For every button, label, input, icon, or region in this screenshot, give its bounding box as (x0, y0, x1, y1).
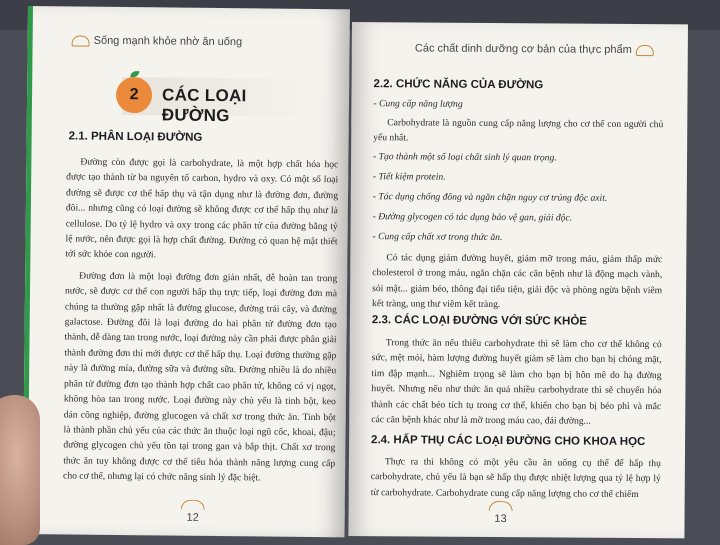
running-head-right (415, 42, 658, 56)
chapter-banner (122, 77, 317, 126)
right-page (348, 22, 688, 538)
page-number-right: 13 (480, 501, 520, 525)
page-number-left: 12 (173, 500, 213, 524)
paragraph: Thực ra thì không có một yêu cầu ăn uống cụ thể để hấp thụ carbohydrate, chủ yếu là bạn sẽ hấp thụ được nhiệt lượng qua tỷ lệ hợp lý từ carbohydrate. Carbohydrate cung cấp năng lượng cho cơ thể chiếm (370, 456, 661, 500)
left-page (22, 6, 350, 537)
section-heading-2-2: 2.2. CHỨC NĂNG CỦA ĐƯỜNG (373, 78, 544, 92)
section-heading-2-1: 2.1. PHÂN LOẠI ĐƯỜNG (68, 130, 203, 144)
chapter-title: CÁC LOẠI ĐƯỜNG (161, 85, 247, 126)
paragraph: Đường còn được gọi là carbohydrate, là một hợp chất hóa học được tạo thành từ ba nguyên tố carbon, hydro và oxy. Có một số loại đường sẽ được cơ thể hấp thụ và tận dụng như là đường đơn, đường đôi... nhưng cũng có loại đường sẽ không được cơ thể hấp thụ như là cellulose. Do tỷ lệ hydro và oxy trong các phân tử của đường bằng tỷ lệ nước, nên được gọi là hợp chất đường. Đường có quan hệ mật thiết tới sức khỏe con người. (65, 156, 339, 261)
section-heading-2-3: 2.3. CÁC LOẠI ĐƯỜNG VỚI SỨC KHỎE (371, 314, 588, 328)
left-body-text (63, 154, 338, 486)
holding-thumb (0, 395, 40, 545)
function-bullet-list (372, 147, 663, 249)
running-head-left-text: Sống mạnh khỏe nhờ ăn uống (93, 34, 243, 49)
sun-icon (636, 45, 654, 56)
bullet-item: - Tiết kiệm protein. (372, 171, 446, 183)
bullet-item: - Tạo thành một số loại chất sinh lý quan trọng. (373, 151, 557, 164)
paragraph: Đường đơn là một loại đường đơn giản nhất, dễ hoàn tan trong nước, sẽ được cơ thể con người hấp thụ trực tiếp, loại đường đơn mà chúng ta thường gặp nhất là đường glucose, đường trái cây, và đường galactose. Đường đôi là loại đường do hai phân tử đường đơn tạo thành, dễ dàng tan trong nước, loại đường này cần phải được phân giải thành đường đơn thì mới được cơ thể hấp thụ. Loại đường thường gặp này là đường mía, đường sữa và đường sữa. Đường nhiều là do nhiều phân tử đường đơn tạo thành hợp chất cao phân tử, không có vị ngọt, không hòa tan trong nước. Loại đường này chủ yếu là tinh bột, keo dán công nghiệp, đường glucogen và chất xơ trong thức ăn. Tinh bột là thành phần chủ yếu của các thức ăn thuộc loại ngũ cốc, khoai, đậu; đường glycogen chủ yếu tồn tại trong gan và bắp thịt. Chất xơ trong thức ăn tuy không được cơ thể tiêu hóa thành năng lượng cung cấp cho cơ thể, nhưng lại có chức năng sinh lý đặc biệt. (63, 270, 338, 484)
chapter-number-badge: 2 (116, 77, 152, 113)
section-2-4-paragraph (371, 454, 661, 502)
bullet-item: - Tác dụng chống đông và ngăn chặn nguy cơ trúng độc axit. (372, 191, 608, 204)
intro-bullet (373, 94, 462, 115)
bullet-item: - Cung cấp chất xơ trong thức ăn. (372, 231, 503, 244)
section-2-2-paragraph (373, 115, 663, 148)
bullet-item: - Đường glycogen có tác dụng bảo vệ gan, giải độc. (372, 211, 573, 224)
sun-icon (72, 35, 90, 46)
paragraph: Trong thức ăn nếu thiếu carbohydrate thì sẽ làm cho cơ thể không có sức, mệt mỏi, hàm lượng đường huyết giảm sẽ làm cho bạn bị chóng mặt, tim đập mạnh... Nghiêm trọng sẽ làm cho bạn bị hôn mê do hạ đường huyết. Nhưng nếu như thức ăn quá nhiều carbohydrate thì sẽ chuyển hóa thành các chất béo tích tụ trong cơ thể, khiến cho bạn bị béo phì và mắc các căn bệnh khác như là mỡ trong máu cao, đái đường... (371, 337, 662, 427)
section-heading-2-4: 2.4. HẤP THỤ CÁC LOẠI ĐƯỜNG CHO KHOA HỌC (371, 434, 646, 449)
running-head-right-text: Các chất dinh dưỡng cơ bản của thực phẩm (414, 42, 632, 56)
paragraph: Carbohydrate là nguồn cung cấp năng lượng cho cơ thể con người chủ yếu nhất. (373, 117, 664, 144)
section-2-3-paragraph (371, 335, 662, 429)
paragraph: Có tác dụng giảm đường huyết, giảm mỡ trong máu, giảm thấp mức cholesterol ở trong máu, ngăn chặn các căn bệnh như là động mạch vành, sỏi mật... giảm béo, thông đại tiểu tiện, giải độc và phòng ngừa bệnh viêm kết tràng, ung thư viêm kết tràng. (371, 252, 663, 311)
running-head-left (68, 34, 243, 48)
bullet-item: - Cung cấp năng lượng (373, 98, 463, 110)
section-2-2-closing (372, 250, 662, 314)
